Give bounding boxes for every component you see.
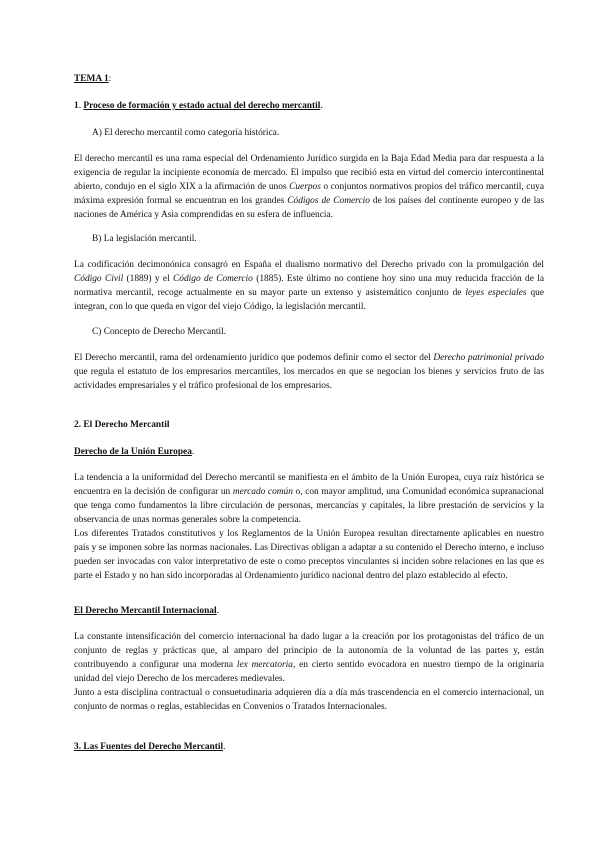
subsection-ue-heading: Derecho de la Unión Europea. xyxy=(74,447,195,457)
paragraph-a: El derecho mercantil es una rama especial del Ordenamiento Jurídico surgida en la Baja Edad Media para dar respuesta a la exigencia de regular la incipiente economía de mercado. El impulso que recibió esta en virtud del comercio intercontinental abierto, condujo en el siglo XIX a la afirmación de unos Cuerpos o conjuntos normativos propios del tráfico mercantil, cuya máxima expresión formal se encuentran en los grandes Códigos de Comercio de los países del continente europeo y de las naciones de América y Asia comprendidas en su esfera de influencia. xyxy=(74,154,544,220)
subsection-a-heading: A) El derecho mercantil como categoría histórica. xyxy=(92,128,280,138)
paragraph-ue-1: La tendencia a la uniformidad del Derecho mercantil se manifiesta en el ámbito de la Unión Europea, cuya raíz histórica se encuentra en la decisión de configurar un mercado común o, con mayor amplitud, una Comunidad económica supranacional que tenga como fundamentos la libre circulación de personas, mercancías y capitales, la libre prestación de servicios y la observancia de unas normas generales sobre la competencia. xyxy=(74,473,544,525)
subsection-b-heading: B) La legislación mercantil. xyxy=(92,234,197,244)
section-1-heading: 1. Proceso de formación y estado actual del derecho mercantil. xyxy=(74,101,323,111)
paragraph-international-2: Junto a esta disciplina contractual o consuetudinaria adquieren día a día más trascendencia en el comercio internacional, un conjunto de normas o reglas, establecidas en Convenios o Tratados Internacionales. xyxy=(74,688,544,712)
paragraph-b: La codificación decimonónica consagró en España el dualismo normativo del Derecho privado con la promulgación del Código Civil (1889) y el Código de Comercio (1885). Este último no contiene hoy sino una muy reducida fracción de la normativa mercantil, recoge actualmente en su mayor parte un extenso y asistemático conjunto de leyes especiales que integran, con lo que queda en vigor del viejo Código, la legislación mercantil. xyxy=(74,260,544,312)
paragraph-ue-2: Los diferentes Tratados constitutivos y los Reglamentos de la Unión Europea resultan directamente aplicables en nuestro país y se imponen sobre las normas nacionales. Las Directivas obligan a adaptar a su contenido el Derecho interno, e incluso pueden ser invocadas con valor interpretativo de este o como preceptos vinculantes si inciden sobre relaciones en las que es parte el Estado y no han sido incorporadas al Ordenamiento jurídico nacional dentro del plazo establecido al efecto. xyxy=(74,529,544,581)
paragraphs-international xyxy=(74,630,544,714)
subsection-c-heading: C) Concepto de Derecho Mercantil. xyxy=(92,327,227,337)
subsection-international-heading: El Derecho Mercantil Internacional. xyxy=(74,606,219,616)
paragraph-c: El Derecho mercantil, rama del ordenamiento jurídico que podemos definir como el sector del Derecho patrimonial privado que regula el estatuto de los empresarios mercantiles, los mercados en que se negocian los bienes y servicios fruto de las actividades empresariales y el tráfico profesional de los empresarios. xyxy=(74,353,544,391)
paragraph-international-1: La constante intensificación del comercio internacional ha dado lugar a la creación por los protagonistas del tráfico de un conjunto de reglas y prácticas que, al amparo del principio de la autonomía de la voluntad de las partes y, están contribuyendo a configurar una moderna lex mercatoria, en cierto sentido evocadora en nuestro tiempo de la originaria unidad del viejo Derecho de los mercaderes medievales. xyxy=(74,632,544,684)
tema-title: TEMA 1: xyxy=(74,74,112,84)
section-2-heading: 2. El Derecho Mercantil xyxy=(74,420,170,430)
section-3-heading: 3. Las Fuentes del Derecho Mercantil. xyxy=(74,742,226,752)
paragraphs-ue xyxy=(74,471,544,583)
